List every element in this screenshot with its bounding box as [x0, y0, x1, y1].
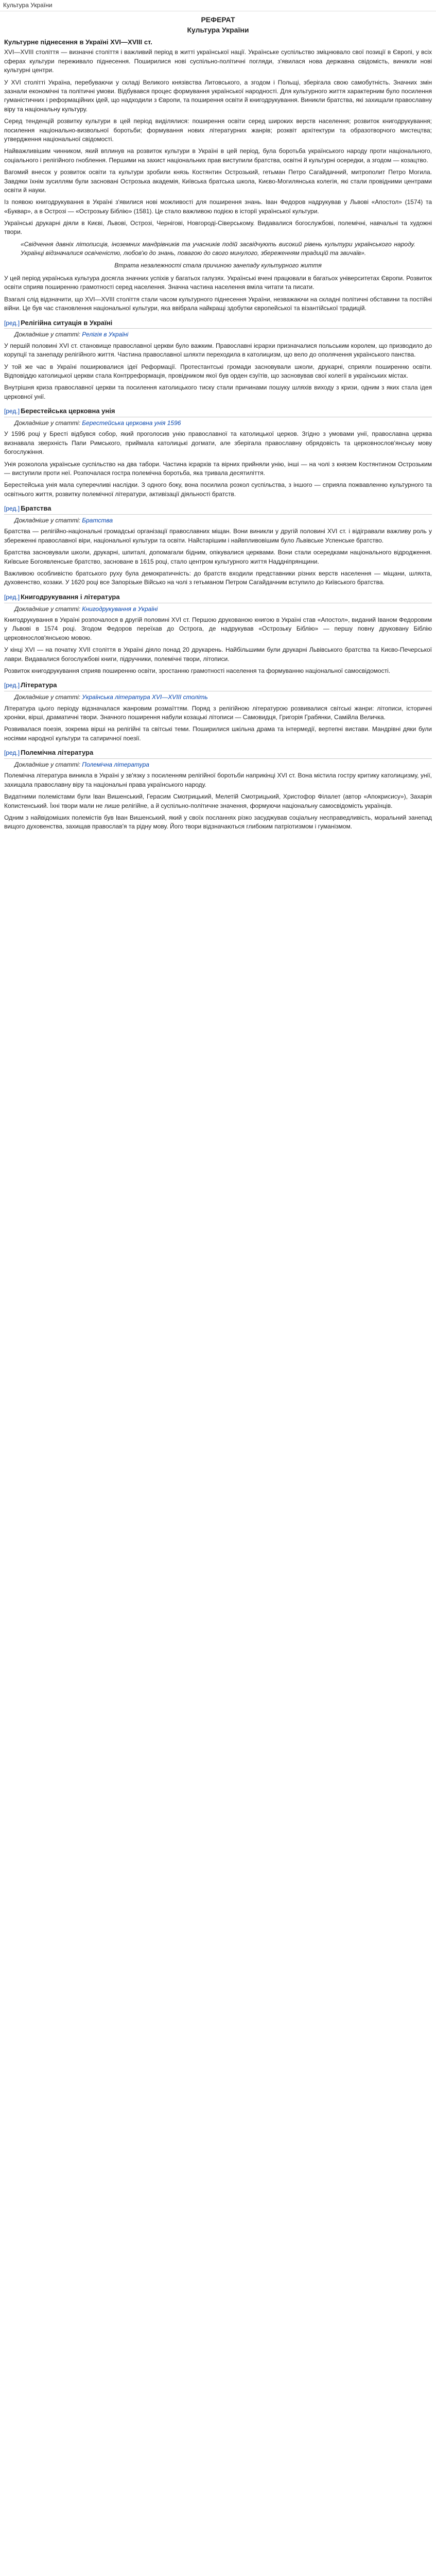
paragraph: Одним з найвідоміших полемістів був Іван Вишенський, який у своїх посланнях різко засуджував соціальну несправедливість, моральний занепад вищого духовенства, захищав православ'я та рідну мову. Його твори відзначаються глибоким патріотизмом і гуманізмом.: [4, 814, 432, 831]
paragraph: У кінці XVI — на початку XVII століття в Україні діяло понад 20 друкарень. Найбільшими були друкарні Львівського братства та Києво-Печерської лаври. Видавалися богослужбові книги, підручники, полемічні твори, літописи.: [4, 646, 432, 663]
see-also-note: [14, 693, 432, 702]
section-heading: [4, 681, 432, 691]
paragraph: Із появою книгодрукування в Україні з'явилися нові можливості для поширення знань. Іван Федоров надрукував у Львові «Апостол» (1574) та «Буквар», а в Острозі — «Острозьку Біблію» (1581). Це стало важливою подією в історії української культури.: [4, 198, 432, 215]
document-body: [0, 11, 436, 847]
paragraph: Видатними полемістами були Іван Вишенський, Герасим Смотрицький, Мелетій Смотрицький, Христофор Філалет (автор «Апокрисису»), Захарія Копистенський. Їхні твори мали не лише релігійне, а й суспільно-політичне значення, формуючи національну самосвідомість українців.: [4, 793, 432, 809]
quote-block: «Свідчення давніх літописців, іноземних мандрівників та учасників подій засвідчують високий рівень культури українського народу. Українці відзначалися освіченістю, любов'ю до знань, повагою до свого минулого, збереженням традицій та звичаїв».: [21, 240, 415, 257]
paragraph: Взагалі слід відзначити, що XVI—XVIII століття стали часом культурного піднесення України, незважаючи на складні політичні обставини та постійні війни. Це був час становлення національної культури, яка ввібрала найкращі здобутки європейської та візантійської традицій.: [4, 295, 432, 312]
paragraph: Унія розколола українське суспільство на два табори. Частина ієрархів та вірних прийняли унію, інші — на чолі з князем Костянтином Острозьким — виступили проти неї. Розпочалася гостра полемічна боротьба, яка тривала десятиліття.: [4, 460, 432, 477]
main-heading: Культурне піднесення в Україні XVI—XVIII ст.: [4, 38, 152, 46]
paragraph: У першій половині XVI ст. становище православної церкви було важким. Православні ієрархи призначалися польським королем, що призводило до корупції та занепаду релігійного життя. Частина православної шляхти переходила в католицизм, що вело до ополячення українського панства.: [4, 342, 432, 359]
section-heading: [4, 748, 432, 759]
edit-section-link[interactable]: [ред.]: [4, 319, 20, 327]
see-also-note: [14, 419, 432, 428]
see-also-prefix: Докладніше у статті:: [14, 760, 82, 768]
paragraph: Братства — релігійно-національні громадські організації православних міщан. Вони виникли у другій половині XVI ст. і відігравали важливу роль у збереженні православної віри, національної культури та освіти. Найстарішим і найвпливовішим було Львівське Успенське братство.: [4, 528, 432, 544]
paragraph: Найважливішим чинником, який вплинув на розвиток культури в Україні в цей період, була боротьба українського народу проти національного, соціального і релігійного гноблення. Першими на захист національних прав виступили братства, освітні й культурні осередки, а згодом — козацтво.: [4, 147, 432, 164]
after-quote-section: [4, 274, 432, 313]
section-title: Братства: [21, 504, 51, 513]
document-kind: РЕФЕРАТ: [201, 15, 235, 24]
paragraph: Полемічна література виникла в Україні у зв'язку з посиленням релігійної боротьби наприкінці XVI ст. Вона містила гостру критику католицизму, унії, захищала православну віру та національні права українського народу.: [4, 772, 432, 788]
paragraph: Серед тенденцій розвитку культури в цей період виділялися: поширення освіти серед широких верств населення; розвиток книгодрукування; посилення національно-визвольної боротьби; формування нових літературних жанрів; розквіт архітектури та образотворчого мистецтва; утвердження національної свідомості.: [4, 117, 432, 143]
see-also-link[interactable]: Берестейська церковна унія 1596: [82, 419, 181, 427]
paragraph: Внутрішня криза православної церкви та посилення католицького тиску стали причинами пошуку шляхів виходу з кризи, одним з яких стала ідея церковної унії.: [4, 384, 432, 400]
see-also-note: [14, 516, 432, 525]
edit-section-link[interactable]: [ред.]: [4, 593, 20, 601]
paragraph: У 1596 році у Бресті відбувся собор, який проголосив унію православної та католицької церков. Згідно з умовами унії, православна церква визнавала зверхність Папи Римського, приймала католицькі догмати, але зберігала православну обрядовість та церковнослов'янську мову богослужіння.: [4, 430, 432, 456]
section-heading: [4, 504, 432, 515]
see-also-prefix: Докладніше у статті:: [14, 516, 82, 524]
section-heading: [4, 406, 432, 417]
see-also-link[interactable]: Братства: [82, 516, 113, 524]
see-also-prefix: Докладніше у статті:: [14, 605, 82, 613]
see-also-prefix: Докладніше у статті:: [14, 693, 82, 701]
paragraph: Берестейська унія мала суперечливі наслідки. З одного боку, вона посилила розкол суспільства, з іншого — сприяла пожвавленню культурного та освітнього життя, розвитку полемічної літератури, активізації діяльності братств.: [4, 481, 432, 498]
paragraph: У той же час в Україні поширювалися ідеї Реформації. Протестантські громади засновували школи, друкарні, сприяли поширенню освіти. Відповіддю католицької церкви стала Контрреформація, провідником якої був орден єзуїтів, що засновував свої колегії в українських містах.: [4, 363, 432, 379]
paragraph: Українські друкарні діяли в Києві, Львові, Острозі, Чернігові, Новгороді-Сіверському. Видавалися богослужбові, полемічні, навчальні та художні твори.: [4, 219, 432, 236]
see-also-link[interactable]: Релігія в Україні: [82, 331, 129, 338]
paragraph: Важливою особливістю братського руху була демократичність: до братств входили представники різних верств населення — міщани, шляхта, духовенство, козаки. У 1620 році все Запорізьке Військо на чолі з гетьманом Петром Сагайдачним вступило до Київського братства.: [4, 569, 432, 586]
paragraph: Розвиток книгодрукування сприяв поширенню освіти, зростанню грамотності населення та формуванню національної самосвідомості.: [4, 667, 391, 674]
section-title: Література: [21, 681, 57, 689]
paragraph: Розвивалася поезія, зокрема вірші на релігійні та світські теми. Поширилися шкільна драма та інтермедії, вертепні вистави. Мандрівні дяки були носіями народної культури та сатиричної поезії.: [4, 725, 432, 742]
see-also-note: [14, 330, 432, 339]
see-also-link[interactable]: Полемічна література: [82, 760, 149, 768]
see-also-note: [14, 760, 432, 769]
paragraph: Книгодрукування в Україні розпочалося в другій половині XVI ст. Першою друкованою книгою в Україні став «Апостол», виданий Іваном Федоровим у Львові в 1574 році. Згодом Федоров переїхав до Острога, де надрукував «Острозьку Біблію» — першу повну друковану Біблію церковнослов'янською мовою.: [4, 616, 432, 641]
paragraph: У цей період українська культура досягла значних успіхів у багатьох галузях. Українські вчені працювали в багатьох університетах Європи. Розвиток освіти сприяв поширенню грамотності серед населення. Значна частина населення вміла читати та писати.: [4, 275, 432, 291]
see-also-note: [14, 605, 432, 614]
section-title: Книгодрукування і література: [21, 592, 120, 601]
window-title: Культура України: [0, 0, 436, 11]
document-title: Культура України: [187, 26, 249, 35]
paragraph: XVI—XVIII століття — визначні століття і важливий період в житті української нації. Українське суспільство зміцнювало свої позиції в Європі, у всіх сферах культури переживало піднесення. Поширилися нові суспільно-політичні погляди, з'явилася нова державна свідомість, виникли нові культурні центри.: [4, 48, 432, 74]
section-title: Полемічна література: [21, 749, 94, 757]
section-heading: [4, 592, 432, 603]
edit-section-link[interactable]: [ред.]: [4, 749, 20, 757]
paragraph: Братства засновували школи, друкарні, шпиталі, допомагали бідним, опікувалися церквами. Вони стали осередками національного відродження. Київське Богоявленське братство, засноване в 1615 році, стало центром культурного життя Наддніпрянщини.: [4, 549, 432, 565]
section-heading: [4, 318, 432, 329]
edit-section-link[interactable]: [ред.]: [4, 505, 20, 513]
edit-section-link[interactable]: [ред.]: [4, 682, 20, 689]
sections-container: [4, 318, 432, 832]
paragraph: У XVI столітті Україна, перебуваючи у складі Великого князівства Литовського, а згодом і Польщі, зберігала свою самобутність. Значних змін зазнали економічні та політичні умови. Відбувався процес формування української народності. Для культурного життя характерним було посилення гуманістичних і реформаційних ідей, що надходили з Європи, та поширення освіти й книгодрукування. Виникли братства, які захищали православну віру та національну культуру.: [4, 78, 432, 113]
see-also-link[interactable]: Українська література XVI—XVIII століть: [82, 693, 208, 701]
paragraph: Література цього періоду відзначалася жанровим розмаїттям. Поряд з релігійною літературою розвивалися світські жанри: літописи, історичні хроніки, вірші, драматичні твори. Значного поширення набули козацькі літописи — Самовидця, Григорія Грабянки, Самійла Величка.: [4, 704, 432, 721]
section-title: Релігійна ситуація в Україні: [21, 318, 113, 327]
paragraph: Вагомий внесок у розвиток освіти та культури зробили князь Костянтин Острозький, гетьман Петро Сагайдачний, митрополит Петро Могила. Завдяки їхнім зусиллям були засновані Острозька академія, Київська братська школа, Києво-Могилянська колегія, які стали провідними центрами освіти й науки.: [4, 168, 432, 194]
edit-section-link[interactable]: [ред.]: [4, 408, 20, 415]
section-title: Берестейська церковна унія: [21, 407, 115, 415]
see-also-prefix: Докладніше у статті:: [14, 419, 82, 427]
see-also-prefix: Докладніше у статті:: [14, 331, 82, 338]
quote-caption: Втрата незалежності стала причиною занепаду культурного життя: [114, 261, 322, 269]
intro-section: [4, 48, 432, 236]
see-also-link[interactable]: Книгодрукування в Україні: [82, 605, 158, 613]
